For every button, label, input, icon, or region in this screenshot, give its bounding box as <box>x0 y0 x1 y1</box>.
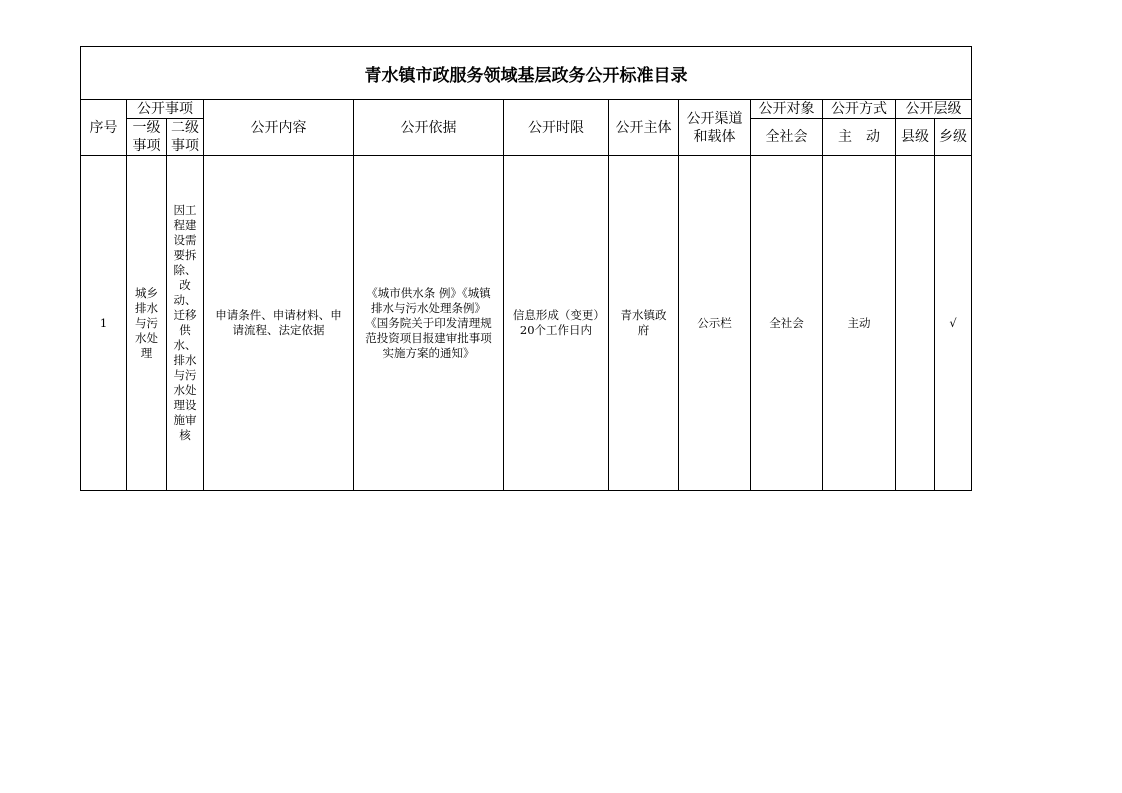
page-title: 青水镇市政服务领域基层政务公开标准目录 <box>81 47 972 100</box>
header-mode-active: 主 动 <box>823 119 896 156</box>
header-content: 公开内容 <box>204 100 354 156</box>
cell-level2: 因工程建设需要拆除、改动、迁移供水、排水与污水处理设施审核 <box>167 156 204 491</box>
header-items-group: 公开事项 <box>127 100 204 119</box>
header-level2: 二级事项 <box>167 119 204 156</box>
cell-content: 申请条件、申请材料、申请流程、法定依据 <box>204 156 354 491</box>
catalog-table <box>80 46 972 491</box>
header-audience-all: 全社会 <box>751 119 823 156</box>
header-subject: 公开主体 <box>609 100 679 156</box>
cell-subject: 青水镇政府 <box>609 156 679 491</box>
header-seq: 序号 <box>81 100 127 156</box>
header-county: 县级 <box>896 119 935 156</box>
header-audience-group: 公开对象 <box>751 100 823 119</box>
cell-time-limit: 信息形成（变更）20个工作日内 <box>504 156 609 491</box>
header-mode-group: 公开方式 <box>823 100 896 119</box>
cell-township: √ <box>935 156 972 491</box>
header-channel: 公开渠道和载体 <box>679 100 751 156</box>
header-level1: 一级事项 <box>127 119 167 156</box>
cell-mode: 主动 <box>823 156 896 491</box>
cell-audience: 全社会 <box>751 156 823 491</box>
cell-channel: 公示栏 <box>679 156 751 491</box>
cell-level1: 城乡排水与污水处理 <box>127 156 167 491</box>
header-time-limit: 公开时限 <box>504 100 609 156</box>
cell-seq: 1 <box>81 156 127 491</box>
cell-basis: 《城市供水条 例》《城镇排水与污水处理条例》《国务院关于印发清理规范投资项目报建审批事项实施方案的通知》 <box>354 156 504 491</box>
header-basis: 公开依据 <box>354 100 504 156</box>
table-row <box>81 156 972 491</box>
header-township: 乡级 <box>935 119 972 156</box>
cell-county <box>896 156 935 491</box>
header-level-group: 公开层级 <box>896 100 972 119</box>
